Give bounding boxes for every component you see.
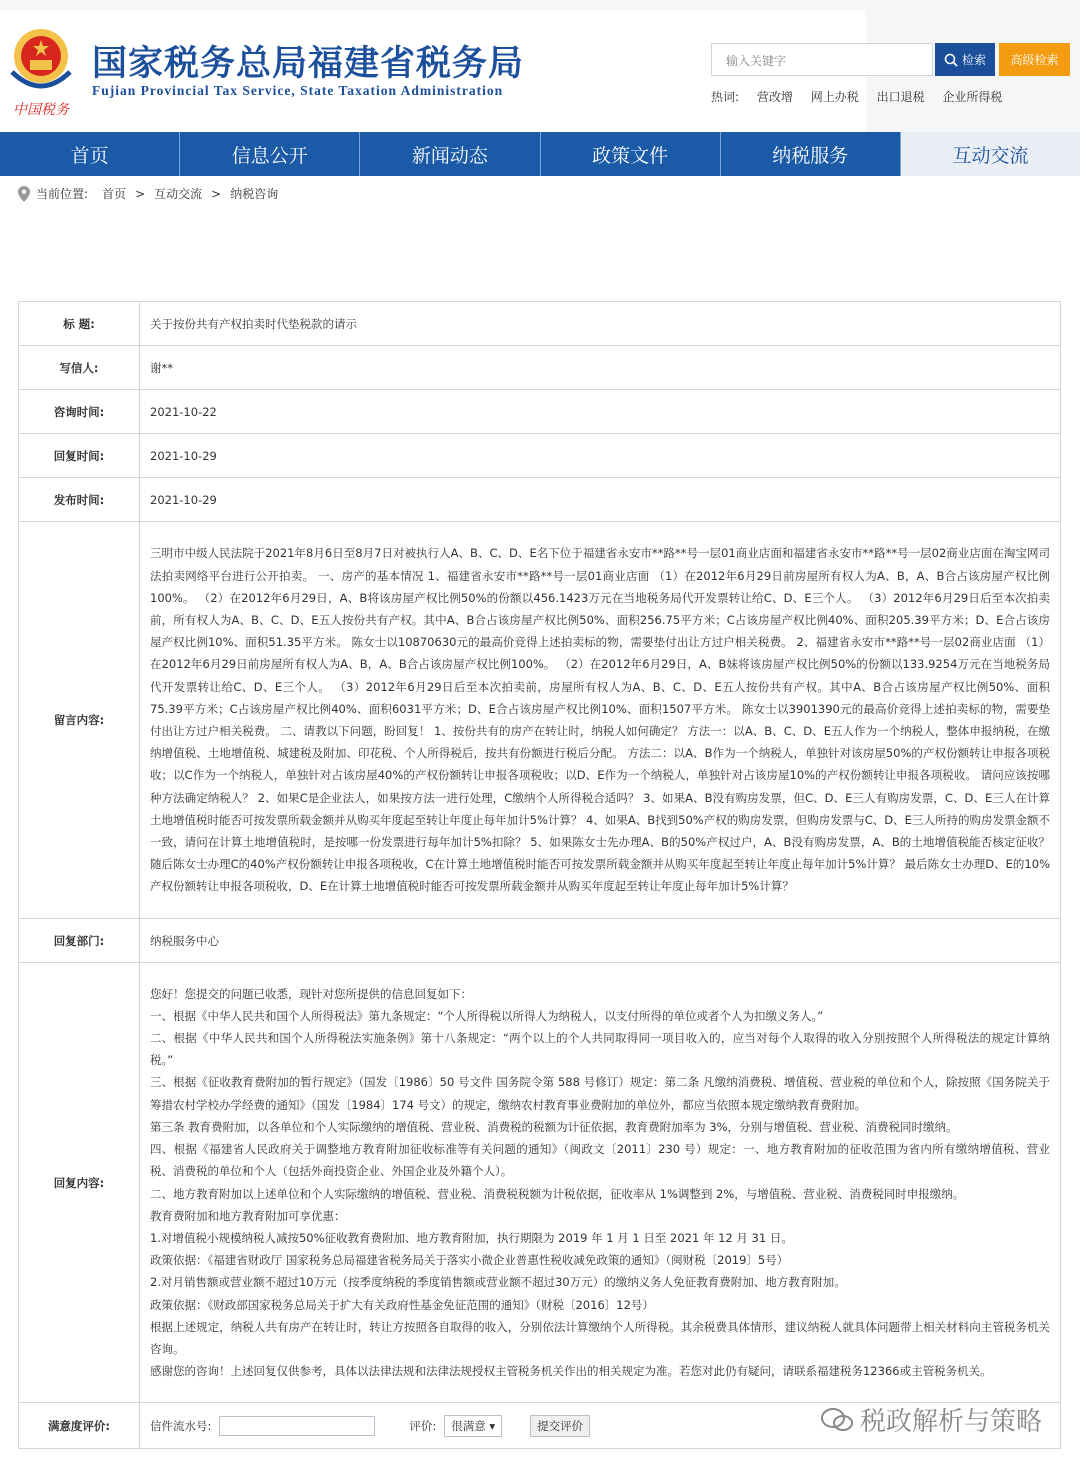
hot-word[interactable]: 营改增: [756, 90, 793, 104]
reply-paragraph: 您好！您提交的问题已收悉，现针对您所提供的信息回复如下：: [150, 986, 472, 1001]
reply-paragraph: 三、根据《征收教育费附加的暂行规定》（国发〔1986〕50 号文件 国务院令第 588 号修订）规定：第二条 凡缴纳消费税、增值税、营业税的单位和个人，除按照《国务院关于筹措农村学校办学经费的通知》（国发〔1984〕174 号文）的规定，缴纳农村教育事业费附加的单位外，都应当依照本规定缴纳教育费附加。: [150, 1075, 1050, 1112]
reply-paragraph: 感谢您的咨询！上述回复仅供参考，具体以法律法规和法律法规授权主管税务机关作出的相关规定为准。若您对此仍有疑问，请联系福建税务12366或主管税务机关。: [150, 1364, 992, 1379]
ask-time-label: 咨询时间:: [19, 390, 140, 434]
nav-home[interactable]: 首页: [0, 132, 180, 176]
search-icon: [944, 53, 958, 67]
reply-paragraph: 教育费附加和地方教育附加可享优惠：: [150, 1208, 346, 1223]
message-label: 留言内容:: [19, 522, 140, 919]
watermark-text: 税政解析与策略: [860, 1407, 1043, 1437]
breadcrumb-label: 当前位置:: [36, 187, 89, 201]
writer-value: 谢**: [140, 346, 1061, 390]
title-label: 标 题:: [19, 302, 140, 346]
message-content: 三明市中级人民法院于2021年8月6日至8月7日对被执行人A、B、C、D、E名下位于福建省永安市**路**号一层01商业店面和福建省永安市**路**号一层02商业店面在淘宝网司法拍卖网络平台进行公开拍卖。 一、房产的基本情况 1、福建省永安市**路**号一层01商业店面 （1）在2012年6月29日前房屋所有权人为A、B，A、B合占该房屋产权比例100%。 （2）在2012年6月29日，A、B将该房屋产权比例50%的份额以456.1423万元在当地税务局代开发票转让给C、D、E三个人。 （3）2012年6月29日后至本次拍卖前，所有权人为A、B、C、D、E五人按份共有产权。其中A、B合占该房屋产权比例50%、面积256.75平方米；C占该房屋产权比例40%、面积205.39平方米；D、E合占该房屋产权比例10%、面积51.35平方米。 陈女士以10870630元的最高价竞得上述拍卖标的物，需要垫付出让方过户相关税费。 2、福建省永安市**路**号一层02商业店面 （1）在2012年6月29日前房屋所有权人为A、B，A、B合占该房屋产权比例100%。 （2）在2012年6月29日，A、B妹将该房屋产权比例50%的份额以133.9254万元在当地税务局代开发票转让给C、D、E三个人。 （3）2012年6月29日后至本次拍卖前，房屋所有权人为A、B、C、D、E五人按份共有产权。其中A、B合占该房屋产权比例50%、面积75.39平方米；C占该房屋产权比例40%、面积6031平方米；D、E合占该房屋产权比例10%、面积1507平方米。 陈女士以3901390元的最高价竞得上述拍卖标的物，需要垫付出让方过户相关税费。 二、请教以下问题，盼回复！ 1、按份共有的房产在转让时，纳税人如何确定？ 方法一：以A、B、C、D、E五人作为一个纳税人，整体申报纳税，在缴纳增值税、土地增值税、城建税及附加、印花税、个人所得税后，按共有份额进行税后分配。 方法二：以A、B作为一个纳税人，单独针对该房屋50%的产权份额转让申报各项税收；以C作为一个纳税人，单独针对占该房屋40%的产权份额转让申报各项税收；以D、E作为一个纳税人，单独针对占该房屋10%的产权份额转让申报各项税收。 请问应该按哪种方法确定纳税人？ 2、如果C是企业法人，如果按方法一进行处理，C缴纳个人所得税合适吗？ 3、如果A、B没有购房发票，但C、D、E三人有购房发票，C、D、E三人在计算土地增值税时能否可按发票所载金额并从购买年度起至转让年度止每年加计5%计算？ 4、如果A、B找到50%产权的购房发票，但购房发票与C、D、E三人所持的购房发票金额不一致，请问在计算土地增值税时，是按哪一份发票进行每年加计5%扣除？ 5、如果陈女士先办理A、B的50%产权过户，A、B没有购房发票，A、B的土地增值税能否核定征收？随后陈女士办理C的40%产权份额转让申报各项税收，C在计算土地增值税时能否可按发票所载金额并从购买年度起至转让年度止每年加计5%计算？ 最后陈女士办理D、E的10%产权份额转让申报各项税收，D、E在计算土地增值税时能否可按发票所载金额并从购买年度起至转让年度止每年加计5%计算？: [140, 522, 1061, 919]
breadcrumb-separator: >: [135, 186, 146, 201]
reply-paragraph: 政策依据：《福建省财政厅 国家税务总局福建省税务局关于落实小微企业普惠性税收减免政策的通知》（闽财税〔2019〕5号）: [150, 1253, 789, 1268]
rating-label: 评价:: [409, 1418, 437, 1433]
reply-paragraph: 二、地方教育附加以上述单位和个人实际缴纳的增值税、营业税、消费税税额为计税依据，征收率从 1%调整到 2%，与增值税、营业税、消费税同时申报缴纳。: [150, 1186, 965, 1201]
title-value: 关于按份共有产权拍卖时代垫税款的请示: [140, 302, 1061, 346]
logo-text: 中国税务: [13, 102, 69, 118]
main-nav: [0, 132, 1080, 176]
breadcrumb: [18, 185, 278, 202]
eval-label: 满意度评价:: [19, 1403, 140, 1449]
hot-word[interactable]: 企业所得税: [942, 90, 1003, 104]
search-input[interactable]: [711, 43, 933, 76]
advanced-search-button[interactable]: 高级检索: [999, 43, 1070, 76]
dropdown-arrow-icon: ▾: [489, 1418, 496, 1433]
nav-policy[interactable]: 政策文件: [541, 132, 721, 176]
nav-news[interactable]: 新闻动态: [360, 132, 540, 176]
nav-tax-service[interactable]: 纳税服务: [721, 132, 901, 176]
reply-paragraph: 二、根据《中华人民共和国个人所得税法实施条例》第十八条规定：“两个以上的个人共同取得同一项目收入的，应当对每个人取得的收入分别按照个人所得税法的规定计算纳税。”: [150, 1031, 1050, 1068]
search-placeholder: 输入关键字: [726, 54, 787, 68]
reply-paragraph: 一、根据《中华人民共和国个人所得税法》第九条规定：“个人所得税以所得人为纳税人，以支付所得的单位或者个人为扣缴义务人。”: [150, 1008, 824, 1023]
reply-time-label: 回复时间:: [19, 434, 140, 478]
watermark: [820, 1401, 1042, 1438]
reply-paragraph: 政策依据：《财政部国家税务总局关于扩大有关政府性基金免征范围的通知》（财税〔2016〕12号）: [150, 1297, 654, 1312]
writer-label: 写信人:: [19, 346, 140, 390]
reply-paragraph: 2.对月销售额或营业额不超过10万元（按季度纳税的季度销售额或营业额不超过30万元）的缴纳义务人免征教育费附加、地方教育附加。: [150, 1275, 846, 1290]
dept-value: 纳税服务中心: [140, 919, 1061, 963]
reply-time-value: 2021-10-29: [140, 434, 1061, 478]
reply-content: [140, 963, 1061, 1403]
breadcrumb-home[interactable]: 首页: [102, 187, 127, 201]
hot-label: 热词:: [711, 90, 740, 104]
breadcrumb-consult[interactable]: 纳税咨询: [230, 187, 279, 201]
publish-time-value: 2021-10-29: [140, 478, 1061, 522]
rating-select[interactable]: [444, 1415, 502, 1437]
site-subtitle: Fujian Provincial Tax Service, State Taxation Administration: [92, 83, 504, 98]
submit-rating-button[interactable]: 提交评价: [530, 1415, 590, 1437]
serial-label: 信件流水号:: [150, 1418, 212, 1433]
ask-time-value: 2021-10-22: [140, 390, 1061, 434]
hot-words: [711, 88, 1016, 105]
consult-record-table: [18, 301, 1061, 1449]
nav-interaction[interactable]: 互动交流: [901, 132, 1080, 176]
hot-word[interactable]: 网上办税: [810, 90, 859, 104]
hot-word[interactable]: 出口退税: [876, 90, 925, 104]
search-button[interactable]: [935, 43, 995, 76]
reply-paragraph: 根据上述规定，纳税人共有房产在转让时，转让方按照各自取得的收入，分别依法计算缴纳个人所得税。其余税费具体情形，建议纳税人就具体问题带上相关材料向主管税务机关咨询。: [150, 1319, 1050, 1356]
wechat-icon: [820, 1407, 854, 1433]
serial-input[interactable]: [219, 1416, 375, 1436]
reply-paragraph: 1.对增值税小规模纳税人减按50%征收教育费附加、地方教育附加，执行期限为 2019 年 1 月 1 日至 2021 年 12 月 31 日。: [150, 1230, 793, 1245]
rating-value: 很满意: [451, 1418, 486, 1433]
dept-label: 回复部门:: [19, 919, 140, 963]
nav-info-disclosure[interactable]: 信息公开: [180, 132, 360, 176]
search-button-label: 检索: [961, 53, 986, 67]
reply-paragraph: 第三条 教育费附加，以各单位和个人实际缴纳的增值税、营业税、消费税的税额为计征依据，教育费附加率为 3%，分别与增值税、营业税、消费税同时缴纳。: [150, 1119, 958, 1134]
publish-time-label: 发布时间:: [19, 478, 140, 522]
reply-paragraph: 四、根据《福建省人民政府关于调整地方教育附加征收标准等有关问题的通知》（闽政文〔2011〕230 号）规定：一、地方教育附加的征收范围为省内所有缴纳增值税、营业税、消费税的单位和个人（包括外商投资企业、外国企业及外籍个人）。: [150, 1142, 1050, 1179]
reply-label: 回复内容:: [19, 963, 140, 1403]
site-title: 国家税务总局福建省税务局: [92, 44, 525, 84]
breadcrumb-interaction[interactable]: 互动交流: [154, 187, 203, 201]
breadcrumb-separator: >: [211, 186, 222, 201]
location-pin-icon: [18, 186, 30, 202]
tax-emblem-logo: [6, 22, 76, 118]
